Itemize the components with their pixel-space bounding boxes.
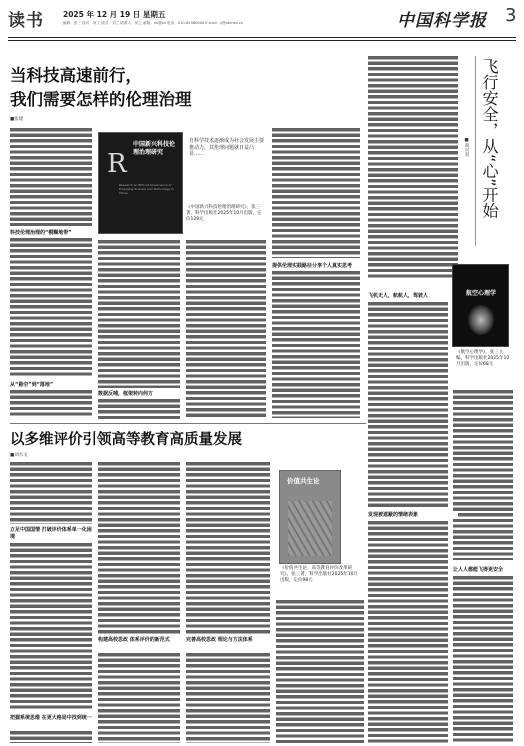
article-divider [10, 423, 366, 424]
article3-col1-text [368, 56, 458, 278]
cover-pattern [288, 501, 332, 556]
article3-col2-text [453, 390, 513, 560]
article2-col3-text [186, 462, 270, 634]
article1-subhead-2: 从“悬空”到“落地” [10, 381, 92, 388]
article3-subhead-4: 让人人都能飞得更安全 [453, 566, 515, 573]
article2-col4-text [276, 600, 364, 743]
article1-col4-text-2 [272, 271, 360, 418]
page-number: 3 [505, 5, 517, 26]
article3-subhead-3: 发现被遮蔽的情绪表象 [368, 511, 458, 518]
article3-col2-text-2 [453, 576, 513, 743]
article3-col1-text-2 [368, 302, 448, 507]
article2-subhead-1: 立足中国国情 打破评价体系单一化困境 [10, 527, 92, 540]
article2-col1-text-2 [10, 543, 92, 711]
article2-subhead-3: 完善高校思政 理论与方法体系 [186, 637, 270, 644]
article1-subhead-1: 科技伦理治理的“模糊地带” [10, 229, 92, 236]
section-name: 读书 [8, 11, 44, 31]
article1-headline [10, 64, 192, 112]
article2-byline: ■刘水文 [10, 453, 28, 458]
article1-byline: ■张建 [10, 117, 24, 122]
article2-col1-text [10, 462, 92, 524]
article2-col2-text-2 [98, 653, 180, 743]
headline-line-2: 我们需要怎样的伦理治理 [10, 90, 192, 109]
article2-subhead-4: 把握系统思维 在更大格局中找到统一 [10, 715, 92, 721]
headline-line-1: 当科技高速前行， [10, 66, 142, 85]
book-cover-ethics [98, 132, 183, 234]
article1-book-caption: 《中国新兴科技伦理治理研究》，张三著，科学出版社2025年10月出版，定价128元 [186, 205, 262, 222]
article1-col4-text [272, 128, 360, 258]
article1-col1-text-2 [10, 238, 92, 378]
cover-title: 中国新兴科技伦理治理研究 [133, 141, 176, 156]
cover-wing-image [468, 305, 494, 335]
article1-col2-text [98, 240, 180, 388]
cover-title: 航空心理学 [465, 290, 496, 297]
sidebar-divider [475, 56, 476, 246]
article1-subhead-4: 提供伦理实践路径分享个人真实思考 [272, 262, 360, 269]
masthead-rule [8, 37, 516, 38]
article2-book-caption: 《价值共生论：高等教育评价改革研究》，张三著，科学出版社2025年10月出版，定价98元 [280, 566, 358, 583]
article3-byline: ■胡兴双 [464, 138, 469, 157]
article2-headline: 以多维评价引领高等教育高质量发展 [10, 432, 242, 448]
article1-col2-text-2 [98, 399, 180, 419]
article3-vertical-headline: 飞行安全，从“心”开始 [480, 58, 499, 219]
issue-date: 2025 年 12 月 19 日 星期五 [63, 10, 166, 19]
article1-pull-quote: 自科学技术逐渐成为社会发展主要推动力，其伦理问题就日益凸显…… [189, 138, 265, 157]
editor-credits: 编辑：张三 校对：何工 版式：刘兰 联系人：何上 邮箱：xx@xx 电话：010-62580000 E-mail：jl@stimes.cn [63, 21, 244, 25]
article3-subhead-1: 飞机无人，航航人，驾驶人 [368, 292, 458, 299]
article2-subhead-2: 构建高校思政 体系评价的新范式 [98, 637, 180, 644]
masthead-rule-thin [8, 40, 516, 41]
cover-letter: R [107, 149, 127, 179]
article2-col3-text-2 [186, 653, 270, 743]
book-cover-aviation [452, 264, 509, 347]
cover-title: 价值共生论 [287, 477, 320, 485]
article2-col1-text-3 [10, 731, 92, 743]
article1-col3-text [186, 240, 266, 418]
book-cover-value [279, 470, 341, 564]
newspaper-logo: 中国科学报 [397, 11, 487, 31]
cover-subtitle: Research on Ethical Governance of Emerging Science and Technology in China [119, 183, 175, 195]
article1-col1-text-3 [10, 390, 92, 418]
article1-subhead-3: 数据反哺，框架转向何方 [98, 390, 180, 397]
article3-book-caption: 《航空心理学》，张三主编，科学出版社2025年10月出版，定价68元 [456, 350, 510, 367]
article3-col1-text-3 [368, 521, 448, 743]
article2-col2-text [98, 462, 180, 634]
article1-col1-text [10, 128, 92, 226]
